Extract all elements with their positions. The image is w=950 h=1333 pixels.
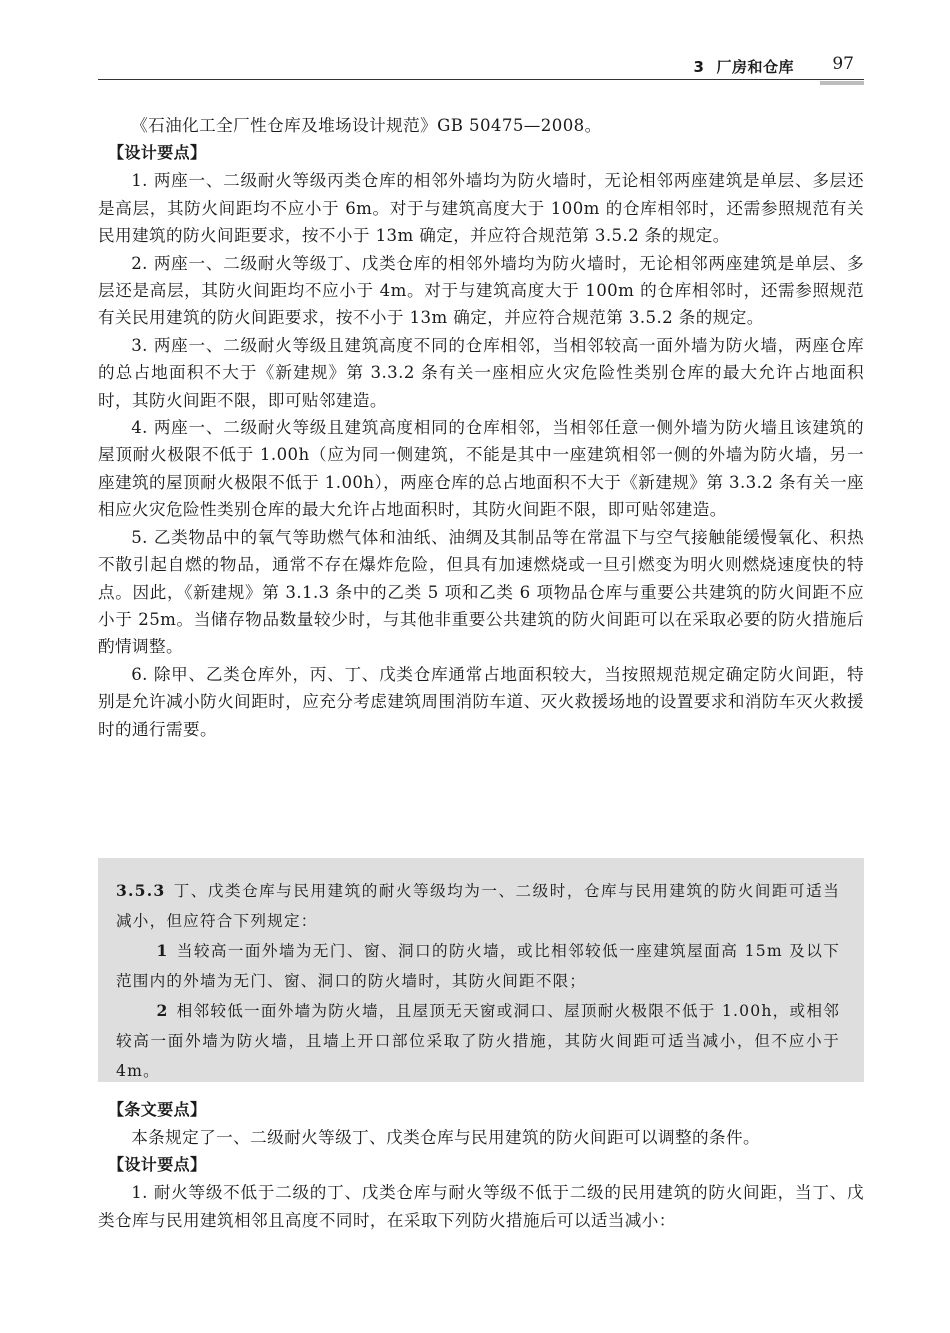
- clause-content: [116, 876, 840, 1086]
- clause-text: 丁、戊类仓库与民用建筑的耐火等级均为一、二级时，仓库与民用建筑的防火间距可适当减小，但应符合下列规定：: [116, 882, 840, 930]
- lower-text: [98, 1096, 864, 1234]
- design-points-heading: 【设计要点】: [108, 143, 207, 163]
- header-rule: [98, 79, 864, 80]
- clause-item-number: 1: [156, 941, 169, 961]
- clause-intro: [116, 876, 840, 936]
- design-point-1: 1. 两座一、二级耐火等级丙类仓库的相邻外墙均为防火墙时，无论相邻两座建筑是单层、多层还是高层，其防火间距均不应小于 6m。对于与建筑高度大于 100m 的仓库相邻时，还需参照规范有关民用建筑的防火间距要求，按不小于 13m 确定，并应符合规范第 3.5.2 条的规定。: [98, 171, 864, 246]
- clause-item-text: 相邻较低一面外墙为防火墙，且屋顶无天窗或洞口、屋顶耐火极限不低于 1.00h，或相邻较高一面外墙为防火墙，且墙上开口部位采取了防火措施，其防火间距可适当减小，但不应小于 4m。: [116, 1002, 840, 1080]
- clause-box: [98, 858, 864, 1082]
- design-point-5: 5. 乙类物品中的氧气等助燃气体和油纸、油绸及其制品等在常温下与空气接触能缓慢氧化、积热不散引起自燃的物品，通常不存在爆炸危险，但具有加速燃烧或一旦引燃变为明火则燃烧速度快的特点。因此，《新建规》第 3.1.3 条中的乙类 5 项和乙类 6 项物品仓库与重要公共建筑的防火间距不应小于 25m。当储存物品数量较少时，与其他非重要公共建筑的防火间距可以在采取必要的防火措施后酌情调整。: [98, 527, 864, 657]
- clause-item-1: [116, 936, 840, 996]
- clause-item-number: 2: [156, 1001, 169, 1021]
- header-tab-marker: [820, 81, 864, 85]
- clause-item-text: 当较高一面外墙为无门、窗、洞口的防火墙，或比相邻较低一座建筑屋面高 15m 及以下范围内的外墙为无门、窗、洞口的防火墙时，其防火间距不限；: [116, 942, 840, 990]
- clause-number: 3.5.3: [116, 881, 166, 900]
- chapter-name: 厂房和仓库: [716, 58, 794, 76]
- clause-item-2: [116, 996, 840, 1086]
- design-point-6: 6. 除甲、乙类仓库外，丙、丁、戊类仓库通常占地面积较大，当按照规范规定确定防火间距，特别是允许减小防火间距时，应充分考虑建筑周围消防车道、灭火救援场地的设置要求和消防车灭火救援时的通行需要。: [98, 664, 864, 739]
- chapter-title: [694, 56, 794, 77]
- clause-summary: 本条规定了一、二级耐火等级丁、戊类仓库与民用建筑的防火间距可以调整的条件。: [131, 1128, 760, 1147]
- citation: 《石油化工全厂性仓库及堆场设计规范》GB 50475—2008。: [131, 116, 602, 135]
- design-point-3: 3. 两座一、二级耐火等级且建筑高度不同的仓库相邻，当相邻较高一面外墙为防火墙，两座仓库的总占地面积不大于《新建规》第 3.3.2 条有关一座相应火灾危险性类别仓库的最大允许占地面积时，其防火间距不限，即可贴邻建造。: [98, 335, 864, 410]
- main-text: [98, 112, 864, 743]
- design-points-heading-2: 【设计要点】: [108, 1155, 207, 1175]
- design-point-4: 4. 两座一、二级耐火等级且建筑高度相同的仓库相邻，当相邻任意一侧外墙为防火墙且该建筑的屋顶耐火极限不低于 1.00h（应为同一侧建筑，不能是其中一座建筑相邻一侧的外墙为防火墙，另一座建筑的屋顶耐火极限不低于 1.00h），两座仓库的总占地面积不大于《新建规》第 3.3.2 条有关一座相应火灾危险性类别仓库的最大允许占地面积时，其防火间距不限，即可贴邻建造。: [98, 418, 864, 520]
- lower-design-point-1: 1. 耐火等级不低于二级的丁、戊类仓库与耐火等级不低于二级的民用建筑的防火间距，当丁、戊类仓库与民用建筑相邻且高度不同时，在采取下列防火措施后可以适当减小：: [98, 1183, 864, 1230]
- running-header: [98, 52, 864, 80]
- design-point-2: 2. 两座一、二级耐火等级丁、戊类仓库的相邻外墙均为防火墙时，无论相邻两座建筑是单层、多层还是高层，其防火间距均不应小于 4m。对于与建筑高度大于 100m 的仓库相邻时，还需参照规范有关民用建筑的防火间距要求，按不小于 13m 确定，并应符合规范第 3.5.2 条的规定。: [98, 253, 864, 328]
- chapter-number: 3: [693, 58, 705, 76]
- clause-points-heading: 【条文要点】: [108, 1100, 207, 1119]
- page-number: 97: [832, 54, 854, 74]
